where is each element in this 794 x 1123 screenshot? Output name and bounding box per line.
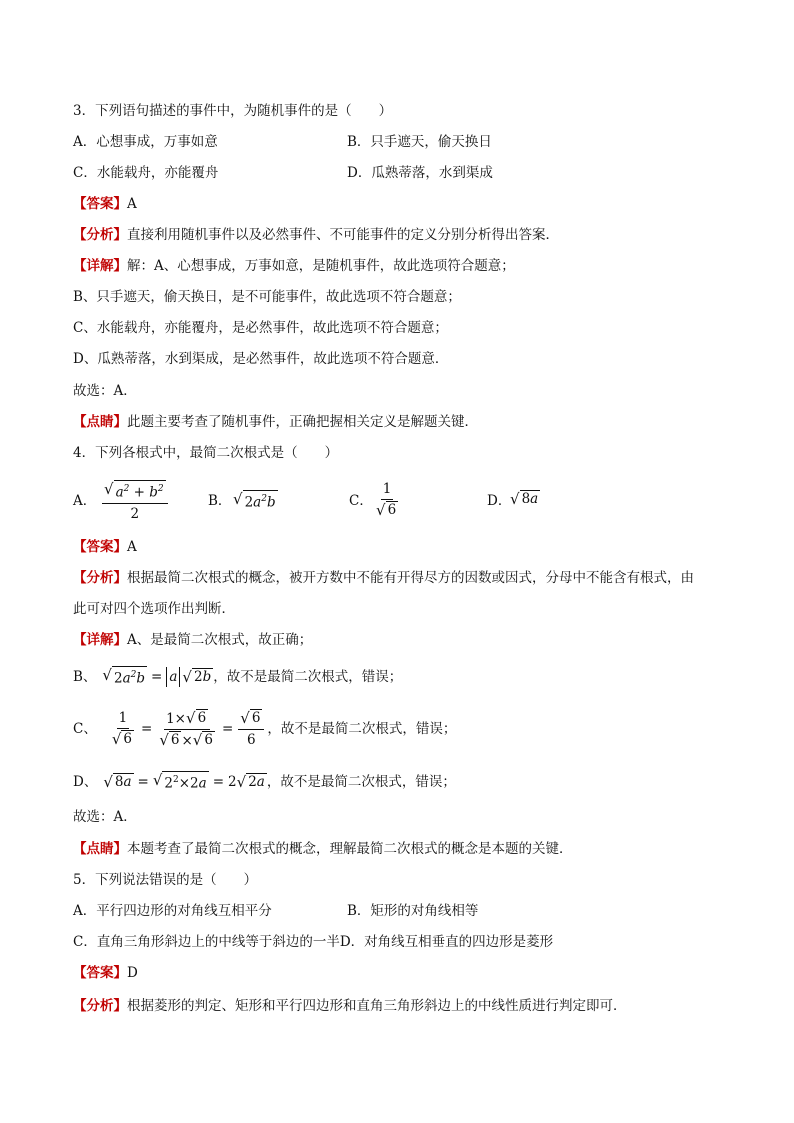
q4-option-c-formula: 1 √ 6 <box>376 481 397 519</box>
detail-b-formula: √ $2a^2b$ = a √ 2b <box>102 666 212 687</box>
q5-answer <box>73 963 138 983</box>
comment-text: 此题主要考查了随机事件，正确把握相关定义是解题关键． <box>127 414 478 430</box>
q4-option-c-label: C． <box>349 493 373 509</box>
q4-option-b-label: B． <box>208 493 232 509</box>
analysis-tag: 【分析】 <box>73 227 127 243</box>
q3-option-b: B．只手遮天，偷天换日 <box>347 134 492 150</box>
detail-d-text: ，故不是最简二次根式，错误； <box>266 773 456 790</box>
detail-d-formula: √ 8a = √ $2^2\times 2a$ = 2 √ 2a <box>103 771 265 792</box>
q4-option-d-label: D． <box>487 493 512 509</box>
answer-tag: 【答案】 <box>73 965 127 981</box>
q4-option-a-label: A． <box>73 493 97 509</box>
q5-stem: 5．下列说法错误的是（ ） <box>73 872 258 888</box>
answer-value: A <box>127 196 137 212</box>
detail-tag: 【详解】 <box>73 258 127 274</box>
answer-value: A <box>127 539 137 555</box>
analysis-text: 根据菱形的判定、矩形和平行四边形和直角三角形斜边上的中线性质进行判定即可． <box>127 998 627 1014</box>
q4-analysis-2: 此可对四个选项作出判断． <box>73 601 235 617</box>
q3-detail-2: B、只手遮天，偷天换日，是不可能事件，故此选项不符合题意； <box>73 289 461 305</box>
q3-option-a: A．心想事成，万事如意 <box>73 134 218 150</box>
q3-detail-4: D、瓜熟蒂落，水到渠成，是必然事件，故此选项不符合题意． <box>73 351 449 367</box>
q4-option-a-formula: √ $a^2 + b^2$ 2 <box>99 480 171 523</box>
detail-text: 解：A、心想事成，万事如意，是随机事件，故此选项符合题意； <box>127 258 515 274</box>
q4-comment <box>73 839 573 859</box>
q4-detail-1 <box>73 630 312 650</box>
detail-tag: 【详解】 <box>73 632 127 648</box>
detail-d-label: D、 <box>73 773 98 790</box>
q3-answer <box>73 194 137 214</box>
answer-value: D <box>127 965 138 981</box>
q4-option-d-formula: √ 8a <box>510 490 539 508</box>
q3-option-c: C．水能载舟，亦能覆舟 <box>73 165 219 181</box>
detail-b-text: ，故不是最简二次根式，错误； <box>213 668 403 685</box>
q3-comment <box>73 412 478 432</box>
q4-detail-d <box>73 771 456 793</box>
detail-c-text: ，故不是最简二次根式，错误； <box>267 721 457 737</box>
analysis-tag: 【分析】 <box>73 570 127 586</box>
q5-analysis <box>73 996 627 1016</box>
q4-answer <box>73 537 137 557</box>
q3-choose: 故选：A． <box>73 383 137 399</box>
analysis-tag: 【分析】 <box>73 998 127 1014</box>
q5-option-cd: C．直角三角形斜边上的中线等于斜边的一半D．对角线互相垂直的四边形是菱形 <box>73 934 554 950</box>
comment-tag: 【点睛】 <box>73 841 127 857</box>
q3-stem: 3．下列语句描述的事件中，为随机事件的是（ ） <box>73 103 393 119</box>
analysis-text: 根据最简二次根式的概念，被开方数中不能有开得尽方的因数或因式，分母中不能含有根式，由 <box>127 570 694 586</box>
analysis-text: 直接利用随机事件以及必然事件、不可能事件的定义分别分析得出答案． <box>127 227 559 243</box>
q4-analysis-1 <box>73 568 694 588</box>
detail-c-label: C、 <box>73 721 97 737</box>
q3-detail-1 <box>73 256 515 276</box>
q4-option-b-formula: √ $2a^2b$ <box>233 490 276 511</box>
comment-tag: 【点睛】 <box>73 414 127 430</box>
detail-c-formula: 1 √ 6 = 1× √ 6 √ 6 × √ 6 = √ 6 6 <box>107 709 268 750</box>
q4-detail-c <box>73 707 456 751</box>
q4-detail-b <box>73 666 402 688</box>
q5-option-b: B．矩形的对角线相等 <box>347 903 479 919</box>
detail-text: A、是最简二次根式，故正确； <box>127 632 313 648</box>
q4-choose: 故选：A． <box>73 809 137 825</box>
q3-analysis <box>73 225 559 245</box>
q5-option-a: A．平行四边形的对角线互相平分 <box>73 903 272 919</box>
answer-tag: 【答案】 <box>73 539 127 555</box>
q3-detail-3: C、水能载舟，亦能覆舟，是必然事件，故此选项不符合题意； <box>73 320 448 336</box>
answer-tag: 【答案】 <box>73 196 127 212</box>
detail-b-label: B、 <box>73 668 97 685</box>
q4-stem: 4．下列各根式中，最简二次根式是（ ） <box>73 445 339 461</box>
comment-text: 本题考查了最简二次根式的概念，理解最简二次根式的概念是本题的关键． <box>127 841 573 857</box>
q3-option-d: D．瓜熟蒂落，水到渠成 <box>347 165 493 181</box>
